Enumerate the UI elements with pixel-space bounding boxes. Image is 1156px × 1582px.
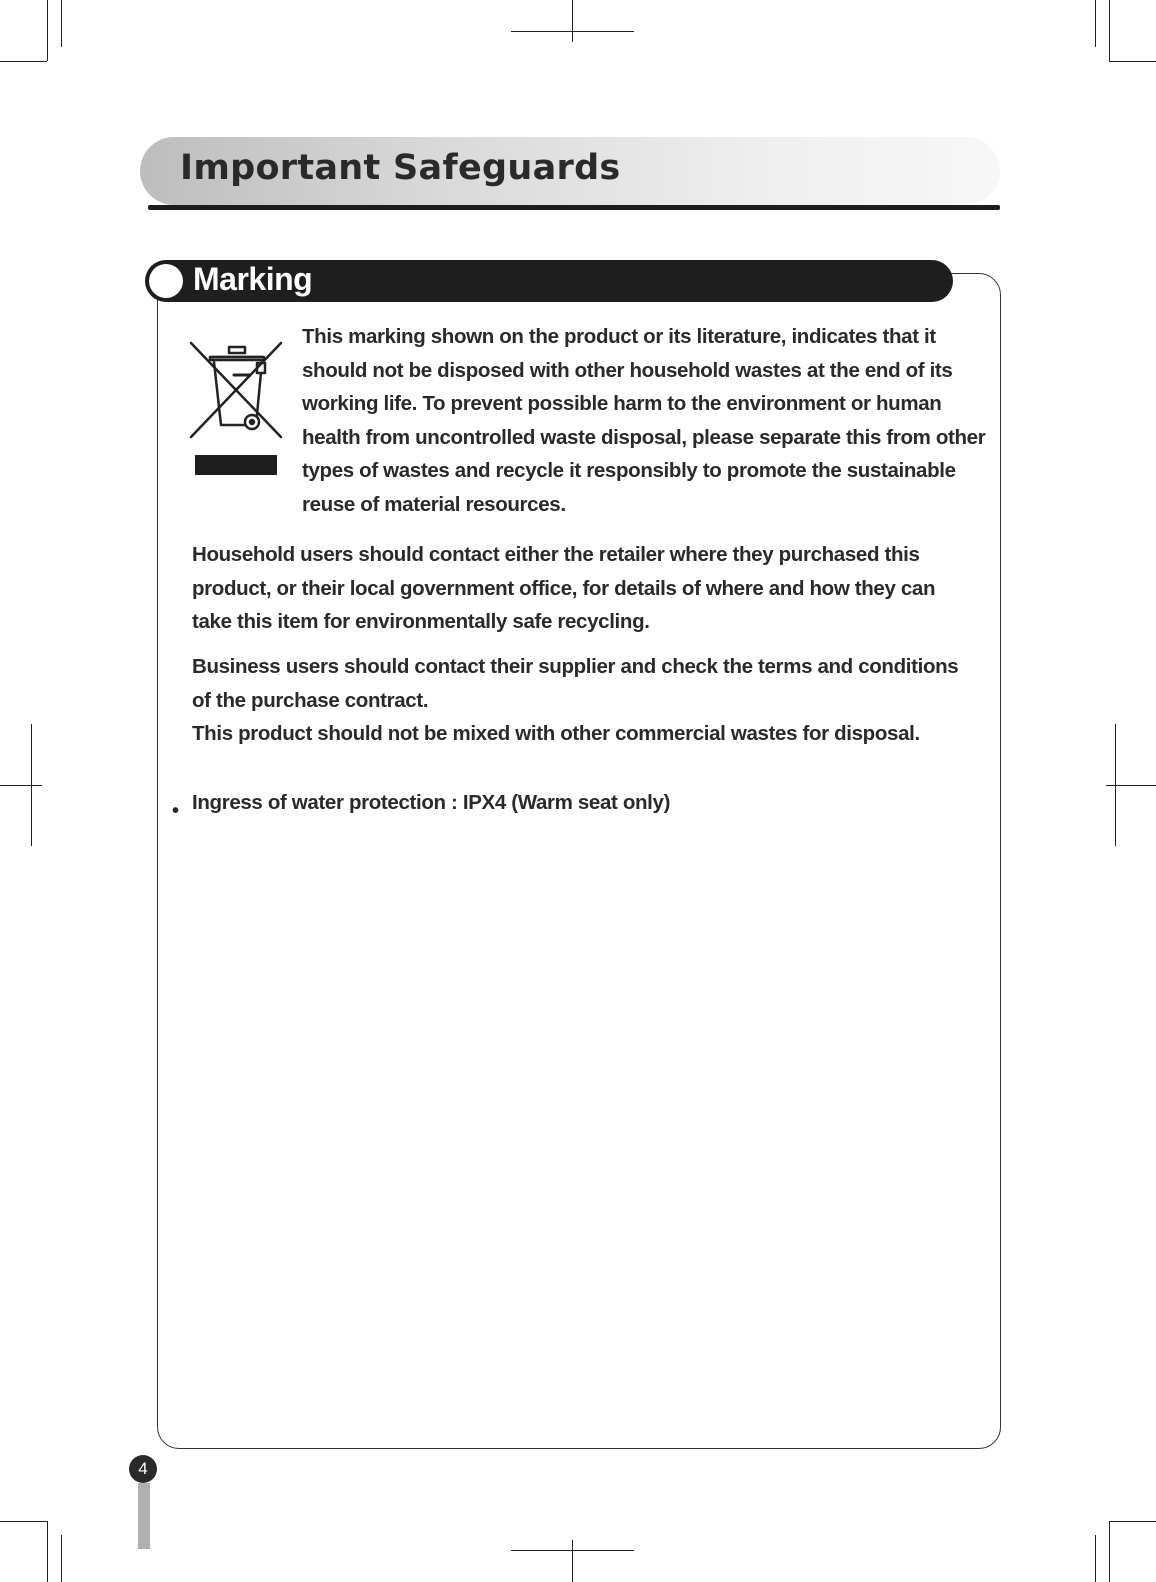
text-line: reuse of material resources. bbox=[302, 492, 566, 516]
text-line: product, or their local government office, for details of where and how they can bbox=[192, 576, 936, 600]
text-line: This product should not be mixed with other commercial wastes for disposal. bbox=[192, 722, 920, 746]
business-paragraph bbox=[192, 650, 958, 751]
text-line: health from uncontrolled waste disposal, please separate this from other bbox=[302, 425, 986, 449]
household-paragraph bbox=[192, 538, 935, 639]
text-line: Business users should contact their supplier and check the terms and conditions bbox=[192, 655, 959, 678]
text-line: This marking shown on the product or its literature, indicates that it bbox=[302, 325, 936, 348]
crossed-out-wheeled-bin-icon bbox=[188, 340, 284, 480]
section-title: Marking bbox=[193, 261, 313, 297]
section-bullet-circle bbox=[149, 264, 183, 298]
text-line: Ingress of water protection : IPX4 (Warm seat only) bbox=[192, 791, 671, 814]
bullet-dot: • bbox=[172, 800, 180, 822]
page-edge-tab bbox=[138, 1483, 150, 1549]
text-line: types of wastes and recycle it responsibly to promote the sustainable bbox=[302, 459, 956, 483]
page-number: 4 bbox=[129, 1455, 157, 1483]
text-line: take this item for environmentally safe recycling. bbox=[192, 610, 650, 634]
ingress-protection-note bbox=[192, 786, 670, 820]
text-line: Household users should contact either the retailer where they purchased this bbox=[192, 543, 920, 566]
text-line: working life. To prevent possible harm to the environment or human bbox=[302, 392, 942, 416]
intro-paragraph bbox=[302, 320, 985, 522]
text-line: should not be disposed with other household wastes at the end of its bbox=[302, 358, 953, 382]
page-title: Important Safeguards bbox=[180, 148, 621, 188]
header-rule bbox=[148, 205, 1000, 210]
text-line: of the purchase contract. bbox=[192, 688, 429, 712]
